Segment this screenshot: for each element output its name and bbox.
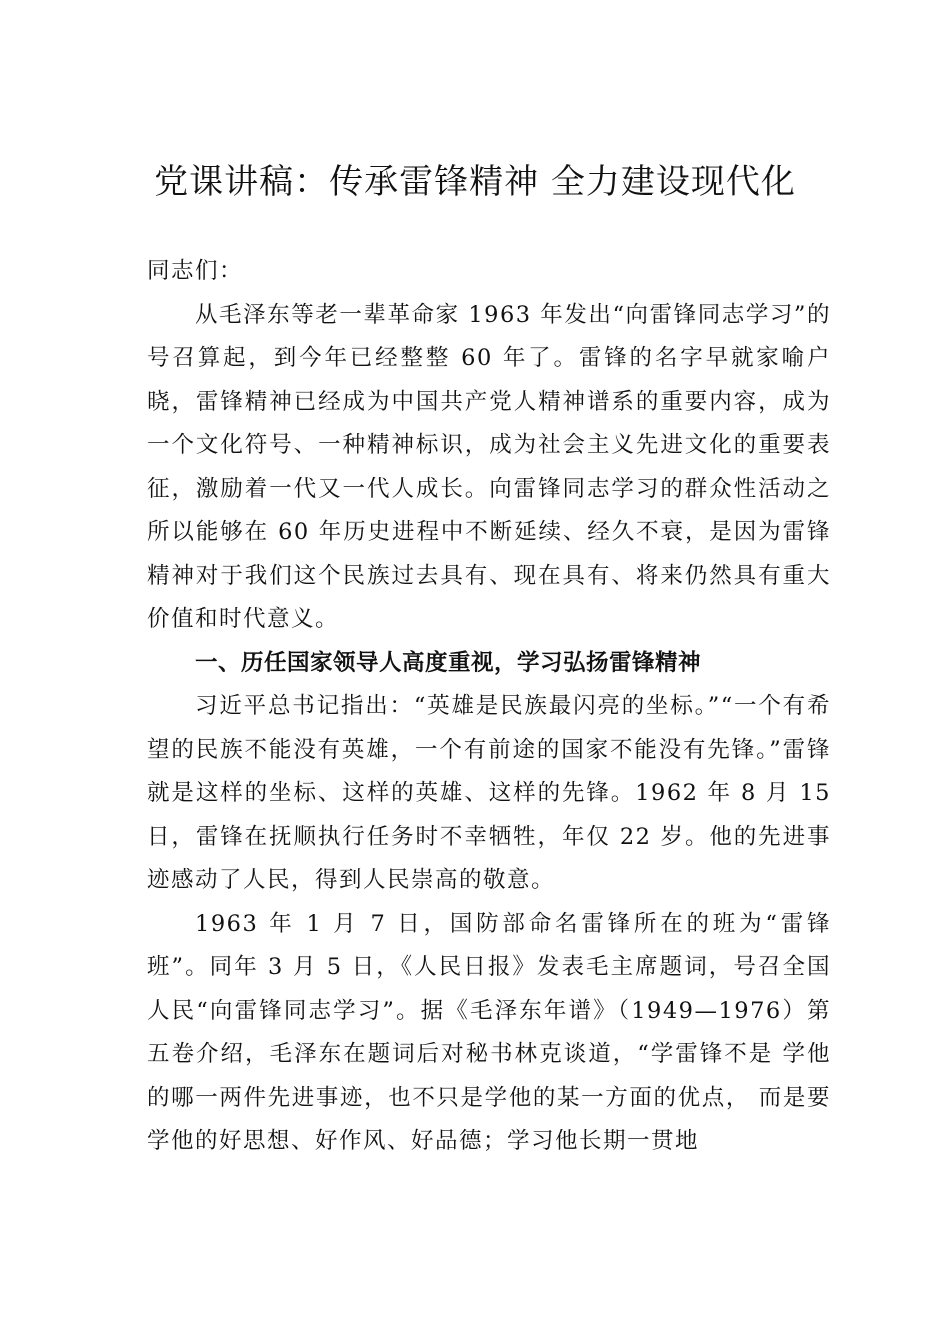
section-heading-1: 一、历任国家领导人高度重视，学习弘扬雷锋精神 [195, 649, 702, 676]
salutation: 同志们： [147, 258, 244, 284]
section1-paragraph-2: 1963 年 1 月 7 日，国防部命名雷锋所在的班为“雷锋班”。同年 3 月 5 日，《人民日报》发表毛主席题词，号召全国人民“向雷锋同志学习”。据《毛泽东年谱》（1949—1976）第五卷介绍，毛泽东在题词后对秘书林克谈道，“学雷锋不是 学他的哪一两件先进事迹，也不只是学他的某一方面的优点， 而是要学他的好思想、好作风、好品德；学习他长期一贯地 [147, 910, 831, 1154]
document-title: 党课讲稿：传承雷锋精神 全力建设现代化 [154, 162, 796, 202]
section1-paragraph-1: 习近平总书记指出：“英雄是民族最闪亮的坐标。”“一个有希望的民族不能没有英雄，一个有前途的国家不能没有先锋。”雷锋就是这样的坐标、这样的英雄、这样的先锋。1962 年 8 月 15 日，雷锋在抚顺执行任务时不幸牺牲，年仅 22 岁。他的先进事迹感动了人民，得到人民崇高的敬意。 [147, 693, 831, 893]
document-body [147, 250, 831, 1164]
intro-paragraph: 从毛泽东等老一辈革命家 1963 年发出“向雷锋同志学习”的号召算起，到今年已经整整 60 年了。雷锋的名字早就家喻户晓，雷锋精神已经成为中国共产党人精神谱系的重要内容，成为一个文化符号、一种精神标识，成为社会主义先进文化的重要表征，激励着一代又一代人成长。向雷锋同志学习的群众性活动之所以能够在 60 年历史进程中不断延续、经久不衰，是因为雷锋精神对于我们这个民族过去具有、现在具有、将来仍然具有重大价值和时代意义。 [147, 301, 831, 632]
